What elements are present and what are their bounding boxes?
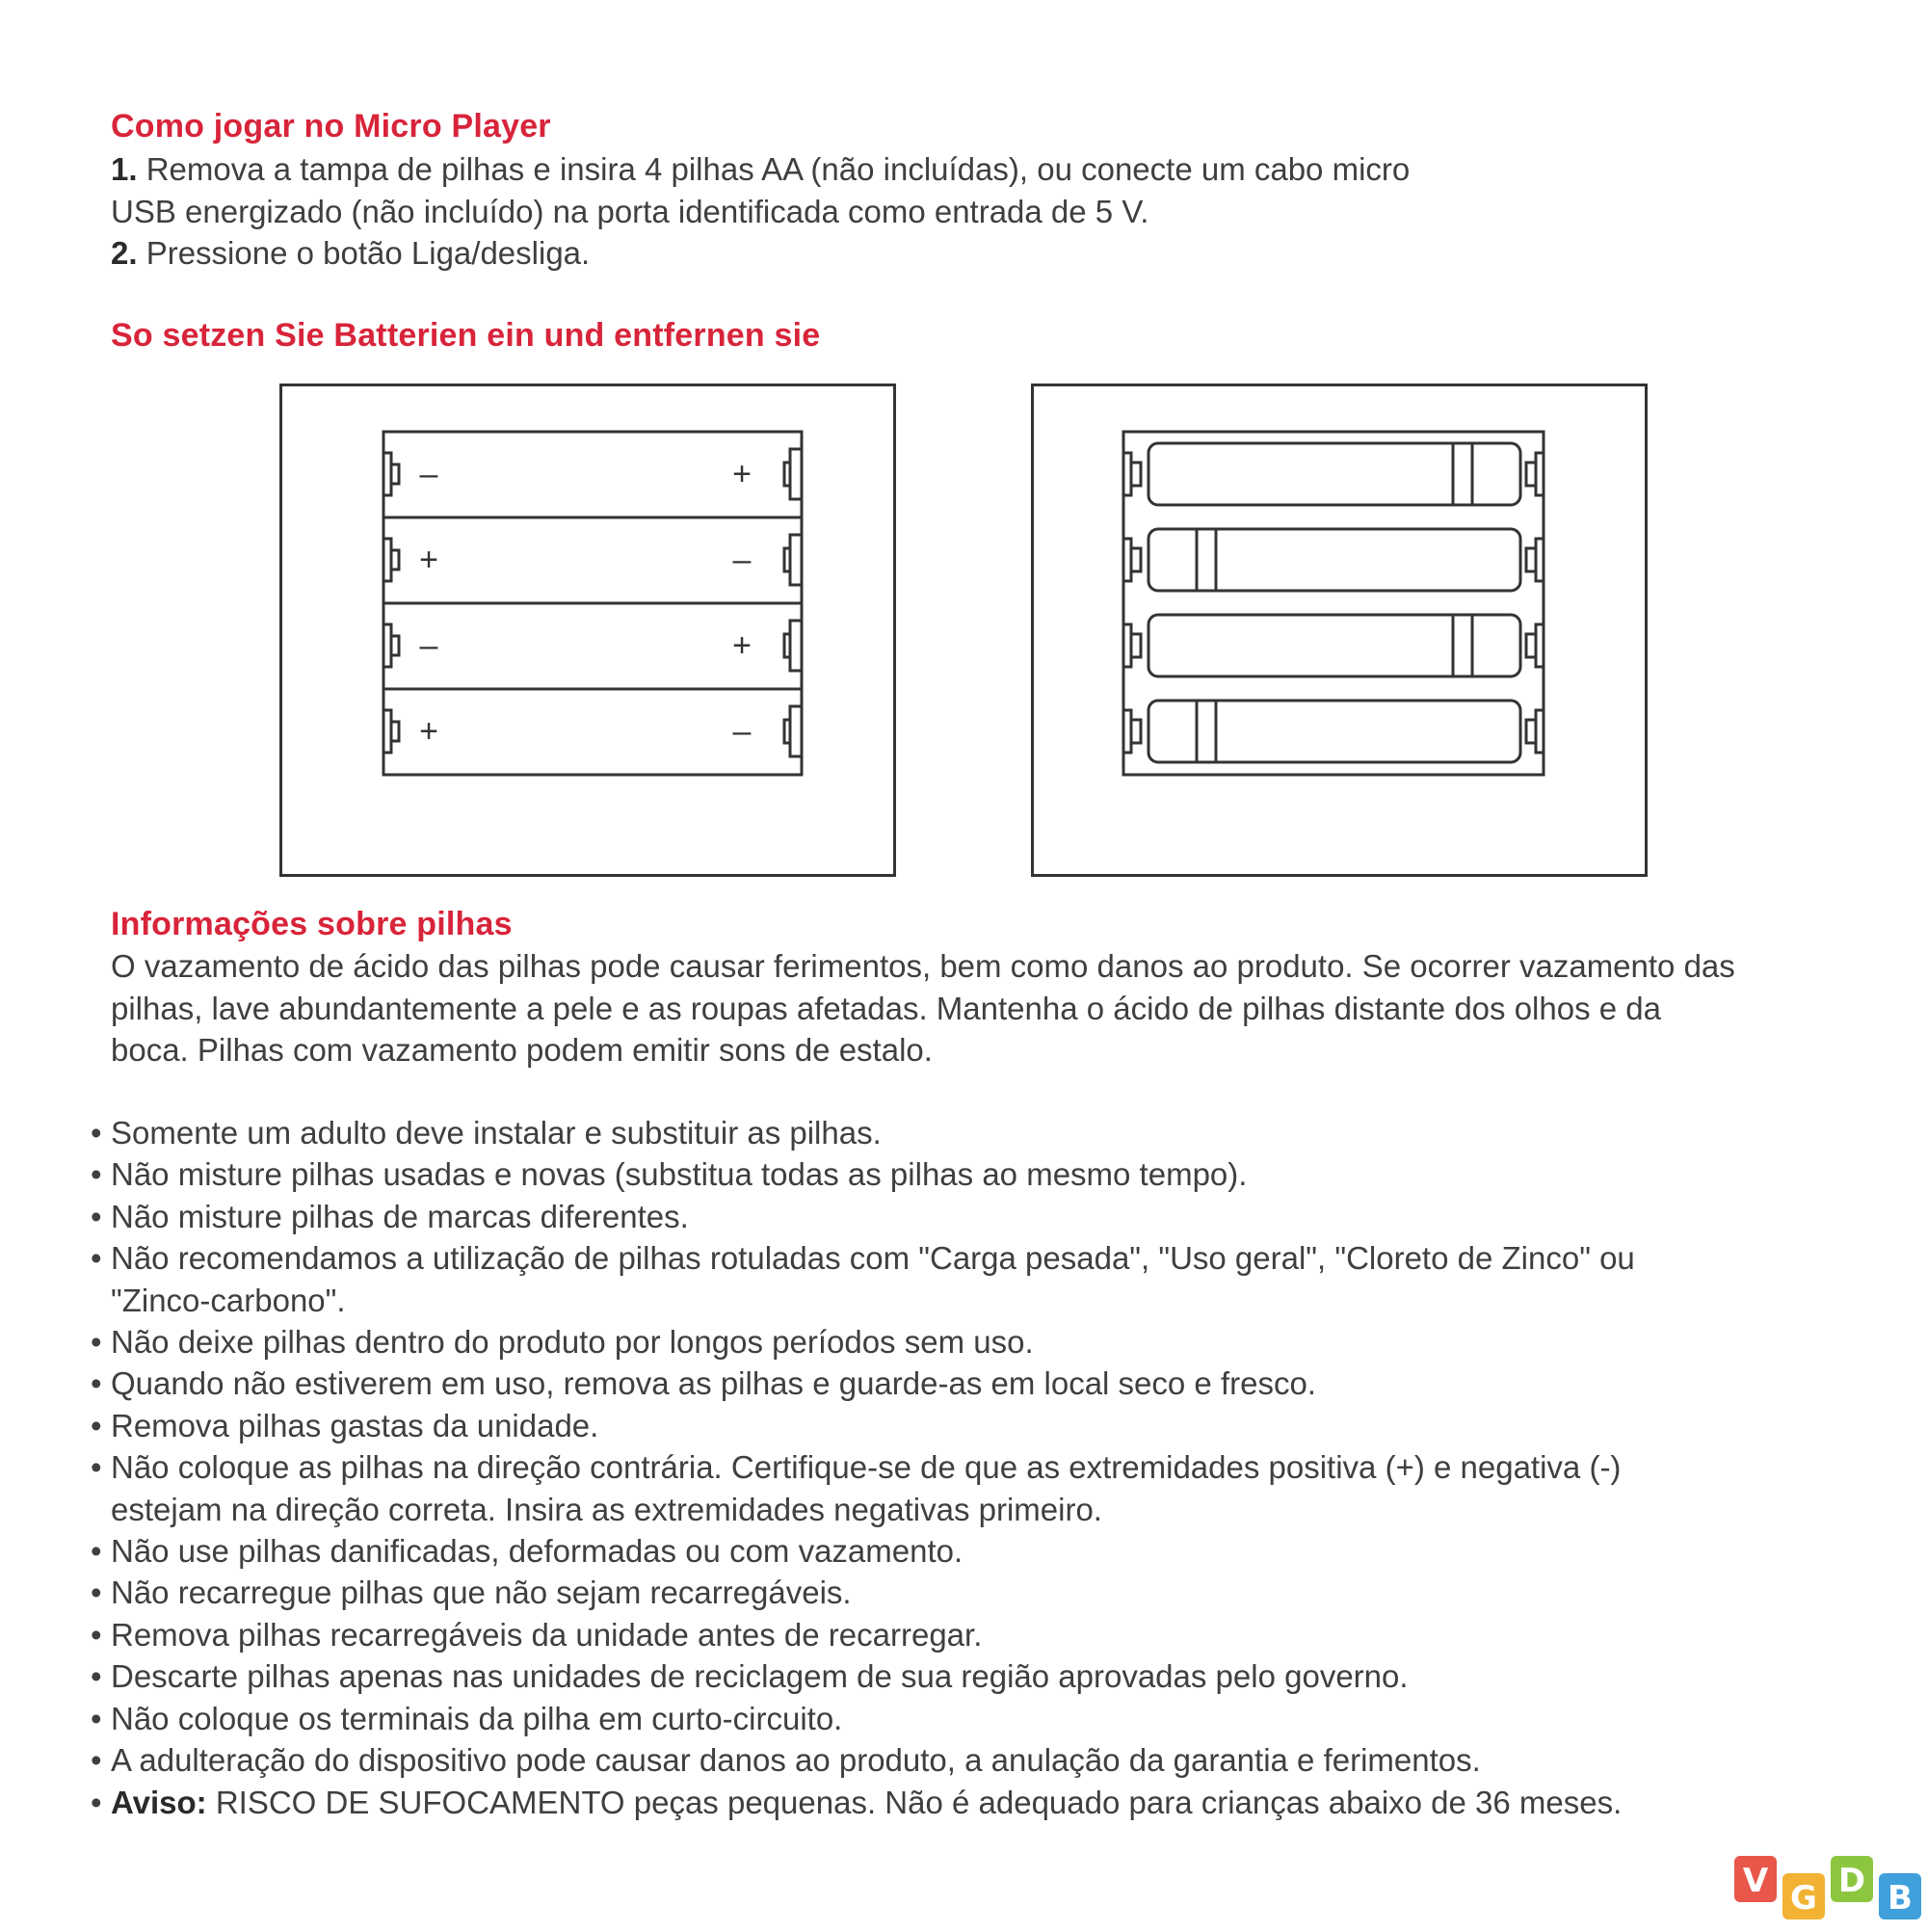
warning-item-text: Não recomendamos a utilização de pilhas rotuladas com "Carga pesada", "Uso geral", "Cloreto de Zinco" ou — [111, 1240, 1635, 1277]
polarity-right-1: + — [732, 456, 752, 492]
warning-item — [87, 1196, 1850, 1237]
battery-info-paragraph — [111, 945, 1826, 1072]
battery-info-line-1: O vazamento de ácido das pilhas pode causar ferimentos, bem como danos ao produto. Se ocorrer vazamento das — [111, 948, 1735, 984]
warning-item — [87, 1739, 1850, 1781]
bullet-marker: • — [91, 1324, 102, 1361]
bullet-marker: • — [91, 1198, 102, 1234]
bullet-marker: • — [91, 1533, 102, 1570]
battery-contact — [1123, 624, 1141, 667]
battery-contact — [1526, 539, 1544, 581]
warning-item-text: Remova pilhas gastas da unidade. — [111, 1407, 599, 1443]
bullet-marker: • — [91, 1449, 102, 1486]
bullet-marker: • — [91, 1156, 102, 1193]
warning-item-text: Descarte pilhas apenas nas unidades de reciclagem de sua região aprovadas pelo governo. — [111, 1658, 1409, 1695]
warning-item-text: A adulteração do dispositivo pode causar danos ao produto, a anulação da garantia e ferimentos. — [111, 1742, 1481, 1779]
warning-item — [87, 1237, 1850, 1321]
polarity-right-3: + — [732, 627, 752, 664]
warning-item-text: Não deixe pilhas dentro do produto por longos períodos sem uso. — [111, 1324, 1034, 1361]
step-2-number: 2. — [111, 235, 138, 271]
battery-info-line-2: pilhas, lave abundantemente a pele e as roupas afetadas. Mantenha o ácido de pilhas distante dos olhos e da — [111, 990, 1661, 1026]
battery-info-heading: Informações sobre pilhas — [111, 906, 513, 942]
aa-battery — [1148, 701, 1520, 762]
logo-letter: D — [1837, 1862, 1866, 1900]
warning-text: RISCO DE SUFOCAMENTO peças pequenas. Não é adequado para crianças abaixo de 36 meses. — [215, 1784, 1623, 1820]
aa-battery — [1148, 443, 1520, 505]
aa-battery — [1148, 529, 1520, 591]
bullet-marker: • — [91, 1115, 102, 1151]
bullet-marker: • — [91, 1700, 102, 1736]
warning-item — [87, 1530, 1850, 1572]
warning-item — [87, 1153, 1850, 1195]
battery-contact — [1123, 453, 1141, 495]
warning-item — [87, 1614, 1850, 1655]
battery-contact — [784, 449, 802, 499]
battery-warnings-list — [87, 1112, 1850, 1823]
polarity-left-1: – — [419, 456, 438, 492]
warning-item-text: estejam na direção correta. Insira as extremidades negativas primeiro. — [111, 1491, 1102, 1527]
bullet-marker: • — [91, 1575, 102, 1611]
battery-install-heading: So setzen Sie Batterien ein und entfernen sie — [111, 317, 821, 354]
battery-contact — [1526, 710, 1544, 753]
warning-item-text: "Zinco-carbono". — [111, 1282, 346, 1318]
battery-inserted-diagram — [1031, 384, 1648, 877]
step-2-text: Pressione o botão Liga/desliga. — [145, 235, 591, 271]
battery-contact — [1526, 624, 1544, 667]
battery-contact — [1123, 710, 1141, 753]
battery-contact — [784, 706, 802, 756]
polarity-left-2: + — [419, 542, 438, 578]
warning-item-text: Não misture pilhas usadas e novas (substitua todas as pilhas ao mesmo tempo). — [111, 1156, 1248, 1193]
battery-contact — [383, 710, 399, 753]
polarity-left-3: – — [419, 627, 438, 664]
warning-item-text: Quando não estiverem em uso, remova as pilhas e guarde-as em local seco e fresco. — [111, 1365, 1316, 1402]
battery-contact — [383, 624, 399, 667]
aa-battery — [1148, 615, 1520, 676]
warning-item-text: Não recarregue pilhas que não sejam recarregáveis. — [111, 1575, 852, 1611]
logo-letter: G — [1790, 1879, 1817, 1918]
play-steps — [111, 148, 1826, 275]
warning-item-text: Não use pilhas danificadas, deformadas ou com vazamento. — [111, 1533, 964, 1570]
step-2-line — [111, 232, 1826, 275]
warning-item — [87, 1363, 1850, 1404]
battery-polarity-diagram — [279, 384, 896, 877]
warning-item — [87, 1405, 1850, 1446]
battery-info-line-3: boca. Pilhas com vazamento podem emitir sons de estalo. — [111, 1032, 933, 1068]
battery-contact — [784, 621, 802, 671]
how-to-play-heading: Como jogar no Micro Player — [111, 108, 551, 145]
polarity-right-2: – — [732, 542, 752, 578]
warning-label: Aviso: — [111, 1784, 207, 1820]
warning-item — [87, 1112, 1850, 1153]
bullet-marker: • — [91, 1616, 102, 1653]
warning-item — [87, 1572, 1850, 1613]
warning-item-text: Remova pilhas recarregáveis da unidade antes de recarregar. — [111, 1616, 983, 1653]
step-1-text: Remova a tampa de pilhas e insira 4 pilhas AA (não incluídas), ou conecte um cabo micro — [145, 151, 1411, 187]
warning-item-text: Não coloque os terminais da pilha em curto-circuito. — [111, 1700, 843, 1736]
polarity-left-4: + — [419, 713, 438, 750]
step-1-line-2: USB energizado (não incluído) na porta identificada como entrada de 5 V. — [111, 193, 1149, 229]
warning-item-text: Somente um adulto deve instalar e substituir as pilhas. — [111, 1115, 882, 1151]
battery-contact — [383, 453, 399, 495]
battery-contact — [383, 539, 399, 581]
bullet-marker: • — [91, 1784, 102, 1820]
vgdb-logo — [1732, 1852, 1925, 1927]
warning-item — [87, 1698, 1850, 1739]
choking-warning-item — [87, 1782, 1850, 1823]
battery-contact — [1123, 539, 1141, 581]
bullet-marker: • — [91, 1365, 102, 1402]
bullet-marker: • — [91, 1240, 102, 1277]
step-1-line-1 — [111, 148, 1826, 191]
bullet-marker: • — [91, 1407, 102, 1443]
warning-item — [87, 1446, 1850, 1530]
logo-letter: V — [1742, 1862, 1769, 1900]
battery-contact — [784, 535, 802, 585]
bullet-marker: • — [91, 1742, 102, 1779]
bullet-marker: • — [91, 1658, 102, 1695]
step-1-number: 1. — [111, 151, 138, 187]
polarity-right-4: – — [732, 713, 752, 750]
battery-contact — [1526, 453, 1544, 495]
logo-letter: B — [1887, 1879, 1913, 1918]
warning-item — [87, 1655, 1850, 1697]
warning-item-text: Não coloque as pilhas na direção contrária. Certifique-se de que as extremidades positiva (+) e negativa (-) — [111, 1449, 1622, 1486]
warning-item — [87, 1321, 1850, 1363]
warning-item-text: Não misture pilhas de marcas diferentes. — [111, 1198, 689, 1234]
